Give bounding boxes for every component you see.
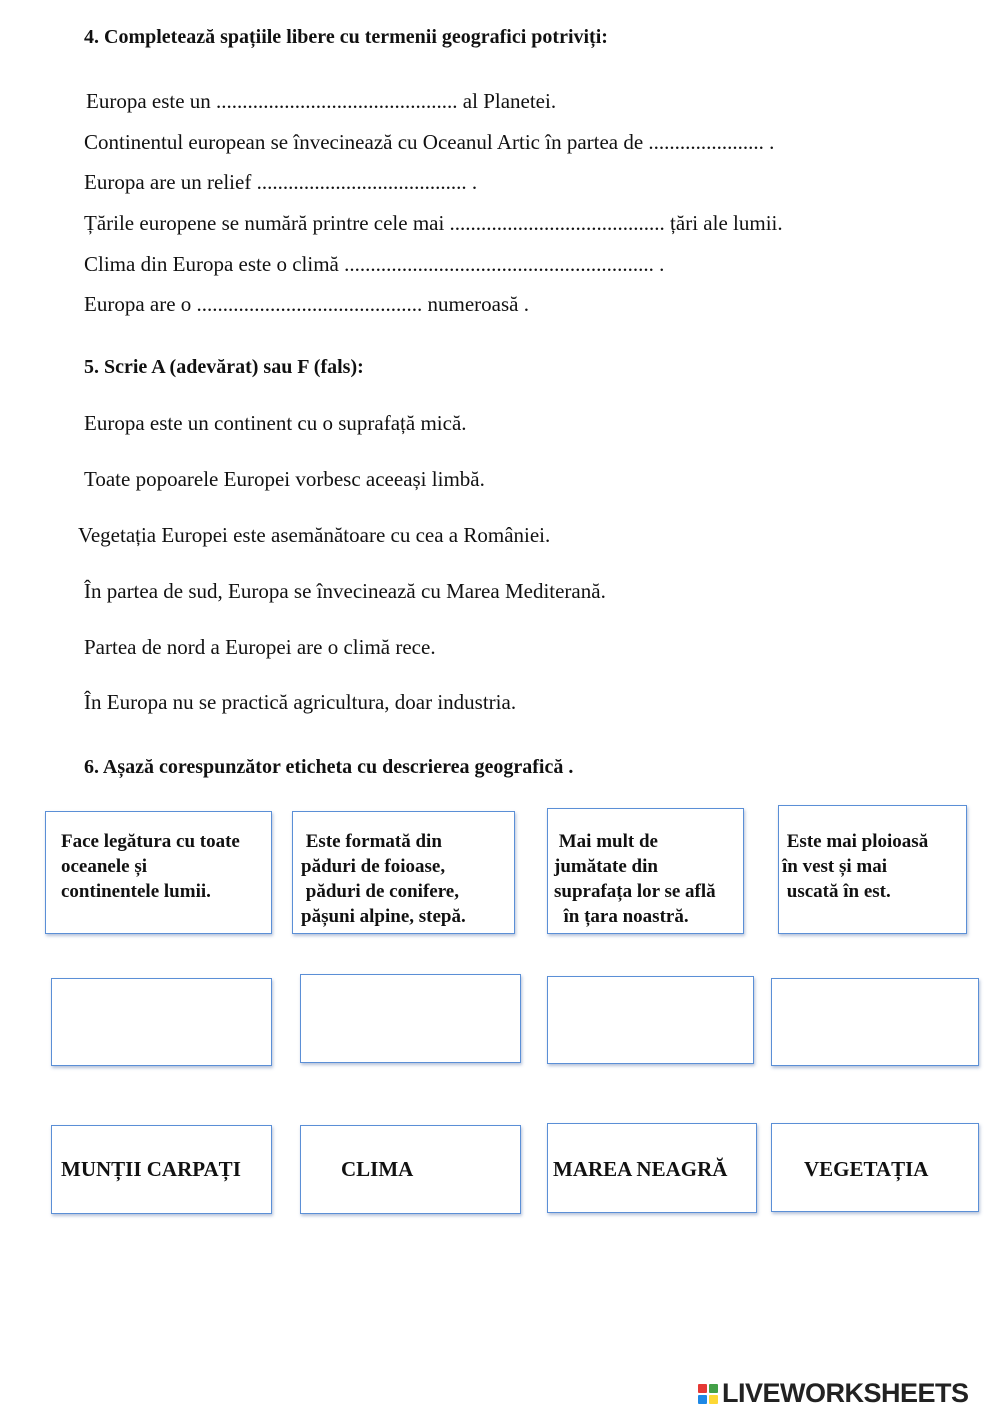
description-text-1: Face legătura cu toate oceanele și continentele lumii. [61, 831, 240, 902]
section-4-heading: 4. Completează spațiile libere cu termenii geografici potriviți: [84, 26, 608, 48]
answer-drop-box-3[interactable] [547, 976, 754, 1064]
section-6-heading: 6. Așază corespunzător eticheta cu descrierea geografică . [84, 756, 574, 778]
fill-line-4: Țările europene se numără printre cele mai ......................................... țări ale lumii. [84, 211, 783, 235]
description-text-3: Mai mult de jumătate din suprafața lor se află în țara noastră. [554, 831, 716, 927]
description-text-2: Este formată din păduri de foioase, păduri de conifere, pășuni alpine, stepă. [301, 831, 466, 927]
tf-statement-4: În partea de sud, Europa se învecinează cu Marea Mediterană. [84, 579, 606, 603]
label-text-4: VEGETAȚIA [804, 1157, 929, 1181]
tf-statement-6: În Europa nu se practică agricultura, doar industria. [84, 690, 517, 714]
fill-line-5: Clima din Europa este o climă ........................................................... . [84, 252, 665, 276]
description-box-1 [45, 811, 272, 934]
tf-statement-5: Partea de nord a Europei are o climă rece. [84, 635, 436, 659]
label-text-3: MAREA NEAGRĂ [553, 1157, 728, 1181]
label-text-1: MUNȚII CARPAȚI [61, 1157, 241, 1181]
answer-drop-box-1[interactable] [51, 978, 272, 1066]
liveworksheets-brand-text: LIVEWORKSHEETS [722, 1378, 969, 1408]
description-box-3 [547, 808, 744, 934]
label-text-2: CLIMA [341, 1157, 414, 1181]
answer-drop-box-4[interactable] [771, 978, 979, 1066]
fill-line-6: Europa are o ........................................... numeroasă . [84, 292, 529, 316]
tf-statement-3: Vegetația Europei este asemănătoare cu cea a României. [78, 523, 551, 547]
fill-line-1: Europa este un .............................................. al Planetei. [86, 89, 557, 113]
fill-line-2: Continentul european se învecinează cu Oceanul Artic în partea de ...................... . [84, 130, 775, 154]
tf-statement-2: Toate popoarele Europei vorbesc aceeași limbă. [84, 467, 485, 491]
label-card-muntii-carpati[interactable] [51, 1125, 272, 1214]
label-card-clima[interactable] [300, 1125, 521, 1214]
description-text-4: Este mai ploioasă în vest și mai uscată în est. [782, 831, 929, 902]
label-card-marea-neagra[interactable] [547, 1123, 757, 1213]
label-card-vegetatia[interactable] [771, 1123, 979, 1212]
liveworksheets-logo [698, 1378, 969, 1409]
tf-statement-1: Europa este un continent cu o suprafață mică. [84, 411, 467, 435]
description-box-2 [292, 811, 515, 934]
section-5-heading: 5. Scrie A (adevărat) sau F (fals): [84, 356, 364, 378]
answer-drop-box-2[interactable] [300, 974, 521, 1063]
liveworksheets-logo-icon [698, 1384, 718, 1404]
description-box-4 [778, 805, 967, 934]
fill-line-3: Europa are un relief ........................................ . [84, 170, 478, 194]
